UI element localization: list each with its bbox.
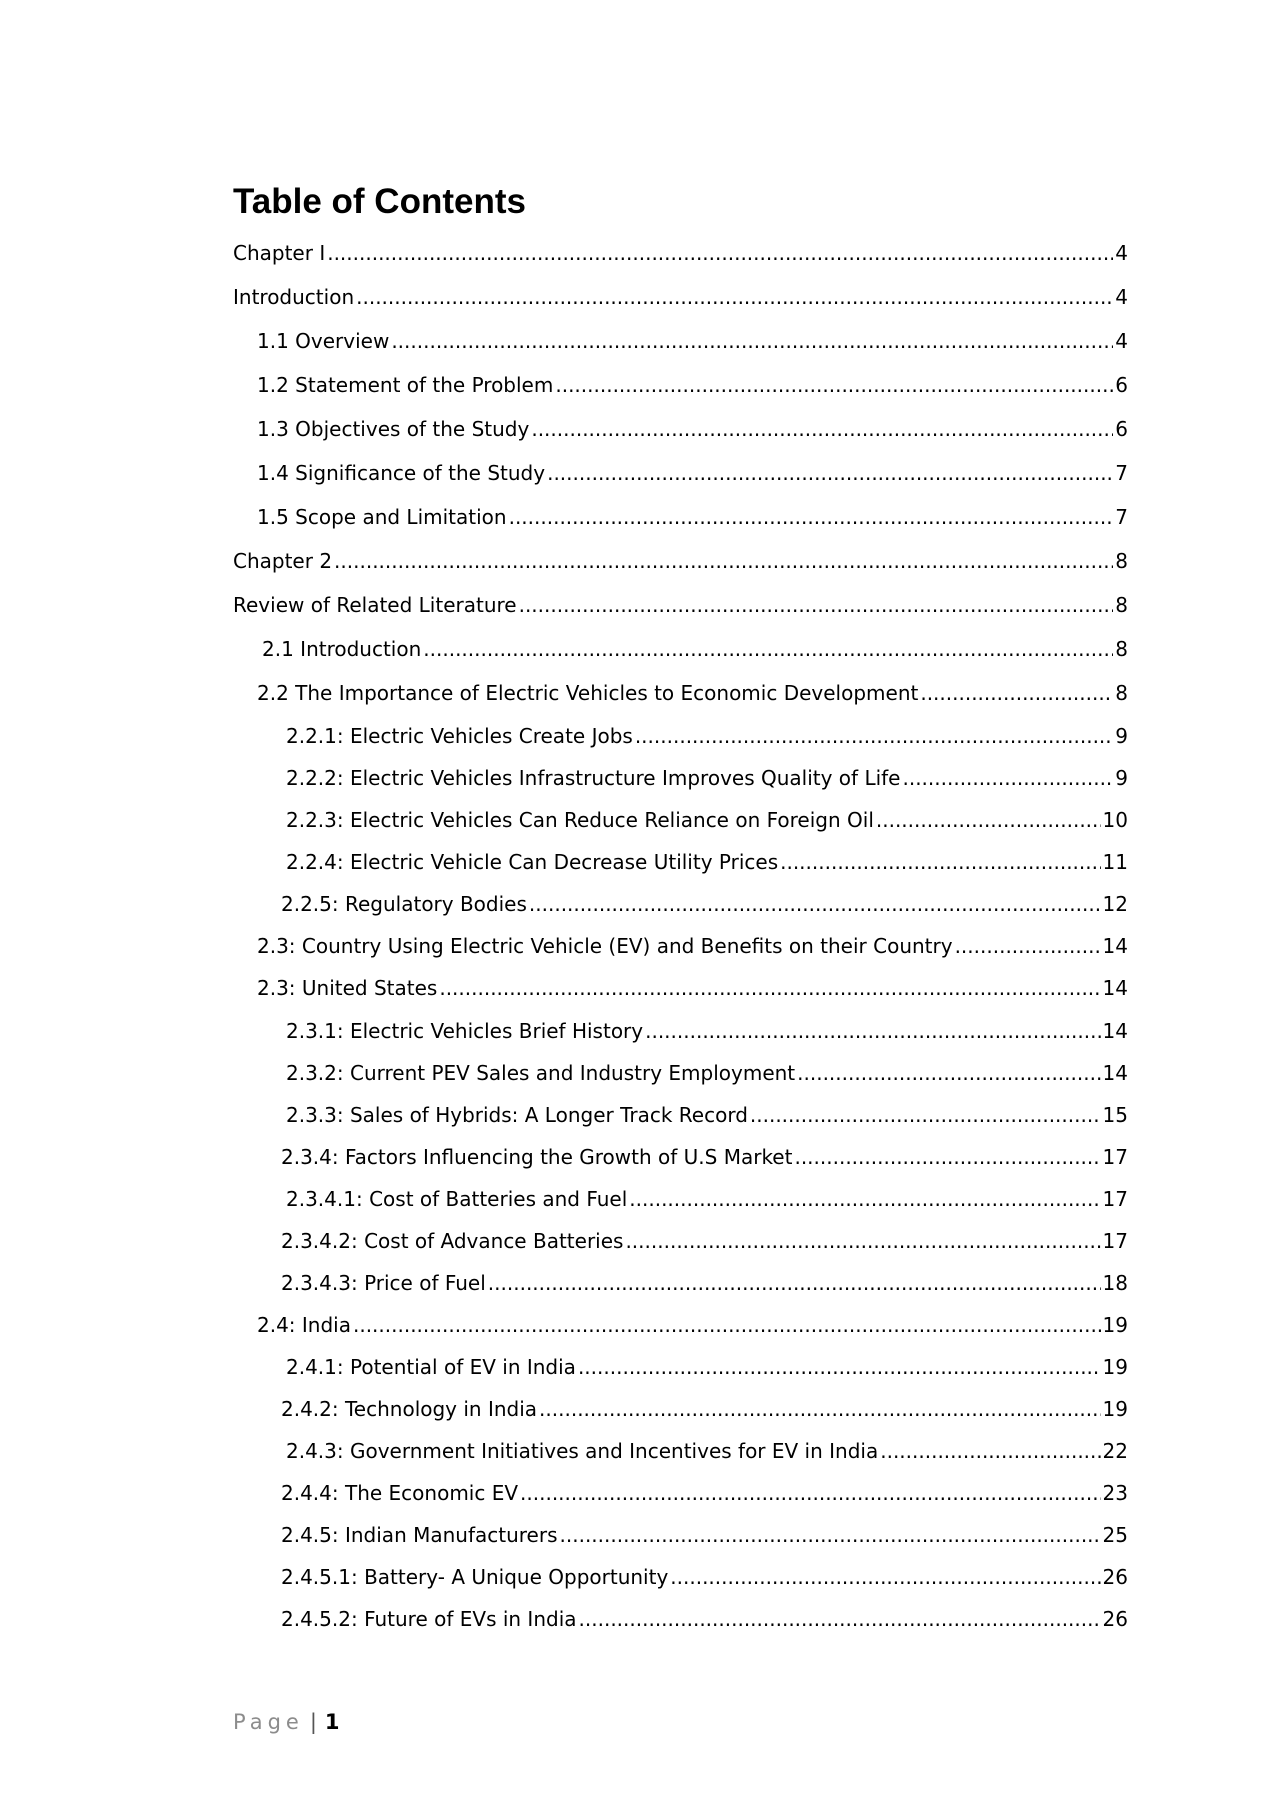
toc-entry[interactable] [281,1564,1128,1590]
toc-entry-label: 2.2.3: Electric Vehicles Can Reduce Reliance on Foreign Oil [286,808,874,832]
toc-dot-leader [529,891,1101,917]
toc-entry-label: Chapter 2 [233,549,333,573]
toc-dot-leader [902,765,1113,791]
toc-entry-label: 2.2.4: Electric Vehicle Can Decrease Utility Prices [286,850,779,874]
toc-entry[interactable] [281,1606,1128,1632]
toc-entry-label: 2.3: United States [257,976,438,1000]
toc-entry[interactable] [281,1270,1128,1296]
toc-entry[interactable] [257,372,1128,398]
toc-entry-label: Chapter I [233,241,326,265]
toc-entry-label: Review of Related Literature [233,593,517,617]
toc-entry-label: 1.3 Objectives of the Study [257,417,530,441]
toc-entry-label: 2.4.5: Indian Manufacturers [281,1523,558,1547]
toc-entry[interactable] [233,240,1128,266]
toc-entry[interactable] [286,723,1128,749]
toc-entry-label: 2.3.4.3: Price of Fuel [281,1271,486,1295]
toc-entry-page-number: 8 [1115,593,1128,617]
toc-dot-leader [488,1270,1101,1296]
toc-entry-page-number: 14 [1102,976,1128,1000]
toc-dot-leader [794,1144,1100,1170]
toc-dot-leader [645,1018,1100,1044]
toc-dot-leader [955,933,1101,959]
toc-entry[interactable] [281,1522,1128,1548]
toc-entry-label: 2.4.5.1: Battery- A Unique Opportunity [281,1565,669,1589]
toc-entry-page-number: 15 [1102,1103,1128,1127]
toc-entry-page-number: 10 [1102,808,1128,832]
toc-entry-page-number: 19 [1102,1313,1128,1337]
toc-entry[interactable] [286,1018,1128,1044]
toc-dot-leader [334,548,1113,574]
toc-dot-leader [876,807,1101,833]
toc-entry[interactable] [286,807,1128,833]
toc-dot-leader [391,328,1113,354]
toc-entry[interactable] [257,460,1128,486]
toc-dot-leader [555,372,1113,398]
toc-entry-page-number: 6 [1115,417,1128,441]
toc-entry[interactable] [281,1480,1128,1506]
toc-dot-leader [780,849,1100,875]
toc-entry[interactable] [281,1396,1128,1422]
toc-entry-page-number: 26 [1102,1565,1128,1589]
toc-entry-label: 2.4.2: Technology in India [281,1397,538,1421]
toc-entry[interactable] [286,1354,1128,1380]
toc-entry-page-number: 4 [1115,241,1128,265]
toc-entry[interactable] [257,328,1128,354]
toc-entry-label: 2.4: India [257,1313,351,1337]
toc-entry-page-number: 8 [1115,549,1128,573]
toc-entry[interactable] [286,1438,1128,1464]
toc-entry-page-number: 14 [1102,934,1128,958]
footer-page-word: Page [233,1710,304,1734]
toc-entry-page-number: 17 [1102,1187,1128,1211]
toc-entry[interactable] [281,891,1128,917]
toc-dot-leader [353,1312,1101,1338]
toc-entry-label: 2.2.5: Regulatory Bodies [281,892,527,916]
toc-entry-label: 2.2.1: Electric Vehicles Create Jobs [286,724,633,748]
toc-entry-page-number: 7 [1115,505,1128,529]
toc-dot-leader [670,1564,1100,1590]
toc-entry-page-number: 12 [1102,892,1128,916]
toc-entry-label: 2.2.2: Electric Vehicles Infrastructure Improves Quality of Life [286,766,901,790]
toc-entry-page-number: 26 [1102,1607,1128,1631]
toc-dot-leader [423,636,1113,662]
toc-entry-label: 2.4.5.2: Future of EVs in India [281,1607,577,1631]
toc-dot-leader [579,1606,1101,1632]
toc-entry-label: 1.1 Overview [257,329,390,353]
toc-entry[interactable] [257,975,1128,1001]
toc-entry-label: Introduction [233,285,355,309]
toc-entry-label: 2.2 The Importance of Electric Vehicles to Economic Development [257,681,919,705]
toc-entry[interactable] [286,765,1128,791]
toc-dot-leader [750,1102,1101,1128]
toc-entry-page-number: 19 [1102,1397,1128,1421]
toc-entry-page-number: 4 [1115,285,1128,309]
toc-dot-leader [327,240,1113,266]
toc-entry-label: 2.3.4.2: Cost of Advance Batteries [281,1229,624,1253]
footer-page-number: 1 [324,1710,340,1734]
toc-entry-label: 2.3.3: Sales of Hybrids: A Longer Track Record [286,1103,748,1127]
toc-entry-label: 2.3: Country Using Electric Vehicle (EV) and Benefits on their Country [257,934,953,958]
toc-entry[interactable] [257,680,1128,706]
toc-entry-label: 2.4.1: Potential of EV in India [286,1355,576,1379]
toc-entry[interactable] [286,1186,1128,1212]
toc-entry-page-number: 4 [1115,329,1128,353]
toc-entry[interactable] [257,1312,1128,1338]
toc-entry-page-number: 14 [1102,1019,1128,1043]
toc-dot-leader [920,680,1113,706]
toc-entry-page-number: 6 [1115,373,1128,397]
toc-entry-page-number: 8 [1115,637,1128,661]
toc-entry-label: 1.2 Statement of the Problem [257,373,554,397]
toc-dot-leader [547,460,1113,486]
toc-entry[interactable] [281,1228,1128,1254]
toc-entry-page-number: 25 [1102,1523,1128,1547]
toc-entry-page-number: 22 [1102,1439,1128,1463]
toc-dot-leader [509,504,1114,530]
toc-entry[interactable] [286,1060,1128,1086]
toc-dot-leader [356,284,1113,310]
toc-entry-page-number: 23 [1102,1481,1128,1505]
toc-dot-leader [880,1438,1100,1464]
toc-entry-label: 1.5 Scope and Limitation [257,505,507,529]
toc-entry-label: 2.3.1: Electric Vehicles Brief History [286,1019,644,1043]
toc-entry-page-number: 18 [1102,1271,1128,1295]
toc-dot-leader [560,1522,1101,1548]
toc-title: Table of Contents [233,182,526,221]
toc-entry[interactable] [233,284,1128,310]
toc-entry-label: 2.3.4: Factors Influencing the Growth of U.S Market [281,1145,793,1169]
toc-dot-leader [439,975,1100,1001]
toc-entry-page-number: 11 [1102,850,1128,874]
toc-entry-label: 2.4.4: The Economic EV [281,1481,519,1505]
toc-entry[interactable] [262,636,1128,662]
toc-entry-label: 2.3.4.1: Cost of Batteries and Fuel [286,1187,628,1211]
footer-separator: | [309,1710,317,1734]
toc-dot-leader [531,416,1113,442]
toc-entry-page-number: 19 [1102,1355,1128,1379]
toc-dot-leader [519,592,1114,618]
toc-entry[interactable] [233,548,1128,574]
toc-dot-leader [520,1480,1101,1506]
toc-entry[interactable] [257,416,1128,442]
toc-entry-page-number: 8 [1115,681,1128,705]
toc-entry[interactable] [281,1144,1128,1170]
toc-entry-page-number: 7 [1115,461,1128,485]
toc-entry-label: 2.4.3: Government Initiatives and Incentives for EV in India [286,1439,879,1463]
toc-entry-page-number: 9 [1115,766,1128,790]
toc-entry[interactable] [286,1102,1128,1128]
toc-dot-leader [629,1186,1100,1212]
toc-entry[interactable] [233,592,1128,618]
toc-entry[interactable] [257,504,1128,530]
toc-entry-page-number: 14 [1102,1061,1128,1085]
page-footer [233,1710,340,1734]
toc-dot-leader [625,1228,1100,1254]
toc-entry-page-number: 9 [1115,724,1128,748]
toc-entry-page-number: 17 [1102,1145,1128,1169]
toc-dot-leader [539,1396,1101,1422]
toc-entry-label: 1.4 Significance of the Study [257,461,546,485]
toc-dot-leader [635,723,1113,749]
toc-entry[interactable] [257,933,1128,959]
toc-dot-leader [578,1354,1101,1380]
toc-entry[interactable] [286,849,1128,875]
toc-entry-label: 2.3.2: Current PEV Sales and Industry Employment [286,1061,796,1085]
toc-entry-label: 2.1 Introduction [262,637,422,661]
toc-dot-leader [797,1060,1100,1086]
toc-entry-page-number: 17 [1102,1229,1128,1253]
